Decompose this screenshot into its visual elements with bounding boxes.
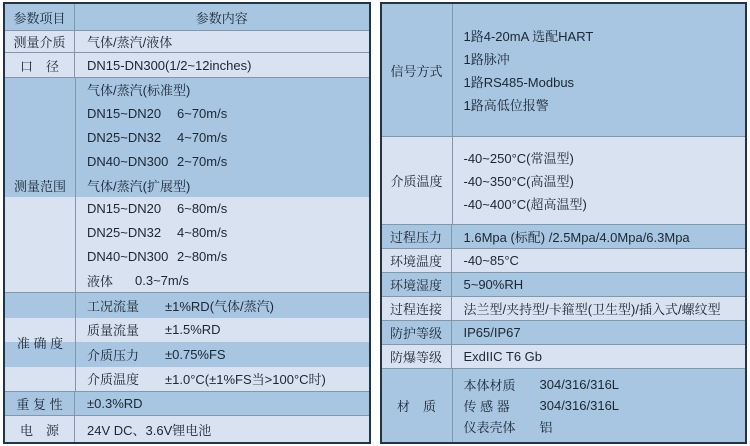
row-label: 防爆等级 <box>382 345 452 368</box>
column-divider <box>75 293 76 391</box>
process-connection-row <box>382 296 746 320</box>
column-divider <box>452 4 453 136</box>
row-label: 防护等级 <box>382 321 452 344</box>
range-name: 气体/蒸汽(扩展型) <box>87 178 191 194</box>
column-divider <box>75 78 76 292</box>
material-value: 304/316/316L <box>539 377 620 392</box>
range-name: DN40~DN300 <box>87 248 169 264</box>
accuracy-value: ±0.75%FS <box>165 346 226 362</box>
range-name: DN15~DN20 <box>87 106 162 122</box>
range-name: 气体/蒸汽(标准型) <box>87 83 191 99</box>
explosion-proof-rating-row <box>382 344 746 368</box>
ambient-humidity-row <box>382 272 746 296</box>
range-value: 0.3~7m/s <box>135 272 189 288</box>
range-value: 4~70m/s <box>177 129 228 145</box>
range-name: DN40~DN300 <box>87 153 169 169</box>
row-value: DN15-DN300(1/2~12inches) <box>87 57 252 73</box>
row-value: ±0.3%RD <box>87 396 143 411</box>
header-param-item: 参数项目 <box>5 4 75 30</box>
diameter-row <box>5 52 369 77</box>
protection-rating-row <box>382 320 746 344</box>
row-label: 过程连接 <box>382 297 452 320</box>
accuracy-value: ±1%RD(气体/蒸汽) <box>165 298 274 314</box>
row-value: 法兰型/夹持型/卡箍型(卫生型)/插入式/螺纹型 <box>463 302 721 317</box>
media-temperature-section <box>382 136 746 224</box>
process-pressure-row <box>382 224 746 248</box>
signal-value: 1路脉冲 <box>463 52 510 67</box>
range-name: DN25~DN32 <box>87 225 162 241</box>
row-value: 5~90%RH <box>463 277 524 292</box>
section-label: 介质温度 <box>390 174 443 189</box>
row-value: IP65/IP67 <box>463 325 521 340</box>
material-section <box>382 368 746 442</box>
row-value: 气体/蒸汽/液体 <box>87 35 173 50</box>
material-value: 304/316/316L <box>539 398 620 413</box>
repeatability-row <box>5 391 369 415</box>
material-name: 传 感 器 <box>463 399 510 414</box>
signal-value: 1路4-20mA 选配HART <box>463 29 594 44</box>
row-label: 口 径 <box>5 53 75 77</box>
range-value: 4~80m/s <box>177 225 228 241</box>
right-parameter-table <box>380 2 748 444</box>
section-label: 准 确 度 <box>16 335 64 351</box>
signal-value: 1路高低位报警 <box>463 98 549 113</box>
range-value: 6~70m/s <box>177 106 228 122</box>
section-label: 测量范围 <box>13 178 66 194</box>
material-name: 本体材质 <box>463 378 516 393</box>
range-name: DN15~DN20 <box>87 201 162 217</box>
accuracy-name: 介质压力 <box>87 347 140 363</box>
range-value: 6~80m/s <box>177 201 228 217</box>
accuracy-section <box>5 292 369 391</box>
measuring-medium-row <box>5 30 369 52</box>
accuracy-name: 质量流量 <box>87 323 140 339</box>
accuracy-value: ±1.5%RD <box>165 322 221 338</box>
range-name: 液体 <box>87 273 114 289</box>
table-header-row <box>5 4 369 30</box>
header-param-content: 参数内容 <box>195 10 248 26</box>
row-value: -40~85°C <box>463 253 519 268</box>
row-value: 24V DC、3.6V锂电池 <box>87 422 212 438</box>
row-label: 环境温度 <box>382 249 452 272</box>
range-value: 2~70m/s <box>177 153 228 169</box>
media-temp-value: -40~400°C(超高温型) <box>463 197 587 212</box>
power-supply-row <box>5 415 369 442</box>
signal-value: 1路RS485-Modbus <box>463 75 575 90</box>
row-value: 1.6Mpa (标配) /2.5Mpa/4.0Mpa/6.3Mpa <box>463 230 690 245</box>
column-divider <box>452 369 453 442</box>
range-name: DN25~DN32 <box>87 129 162 145</box>
measuring-range-section <box>5 77 369 292</box>
ambient-temperature-row <box>382 248 746 272</box>
signal-mode-section <box>382 4 746 136</box>
row-value: ExdIIC T6 Gb <box>463 349 543 364</box>
accuracy-name: 介质温度 <box>87 372 140 388</box>
range-value: 2~80m/s <box>177 248 228 264</box>
row-label: 测量介质 <box>5 31 75 52</box>
media-temp-value: -40~350°C(高温型) <box>463 174 574 189</box>
row-label: 环境湿度 <box>382 273 452 296</box>
section-label: 材 质 <box>396 399 436 414</box>
row-label: 重 复 性 <box>5 392 75 415</box>
row-label: 电 源 <box>5 416 75 442</box>
section-label: 信号方式 <box>390 63 443 79</box>
accuracy-name: 工况流量 <box>87 298 140 314</box>
left-parameter-table <box>3 2 371 444</box>
media-temp-value: -40~250°C(常温型) <box>463 151 574 166</box>
column-divider <box>452 137 453 224</box>
material-name: 仪表壳体 <box>463 420 516 435</box>
material-value: 铝 <box>539 420 553 435</box>
row-label: 过程压力 <box>382 225 452 248</box>
accuracy-value: ±1.0°C(±1%FS当>100°C时) <box>165 372 326 388</box>
